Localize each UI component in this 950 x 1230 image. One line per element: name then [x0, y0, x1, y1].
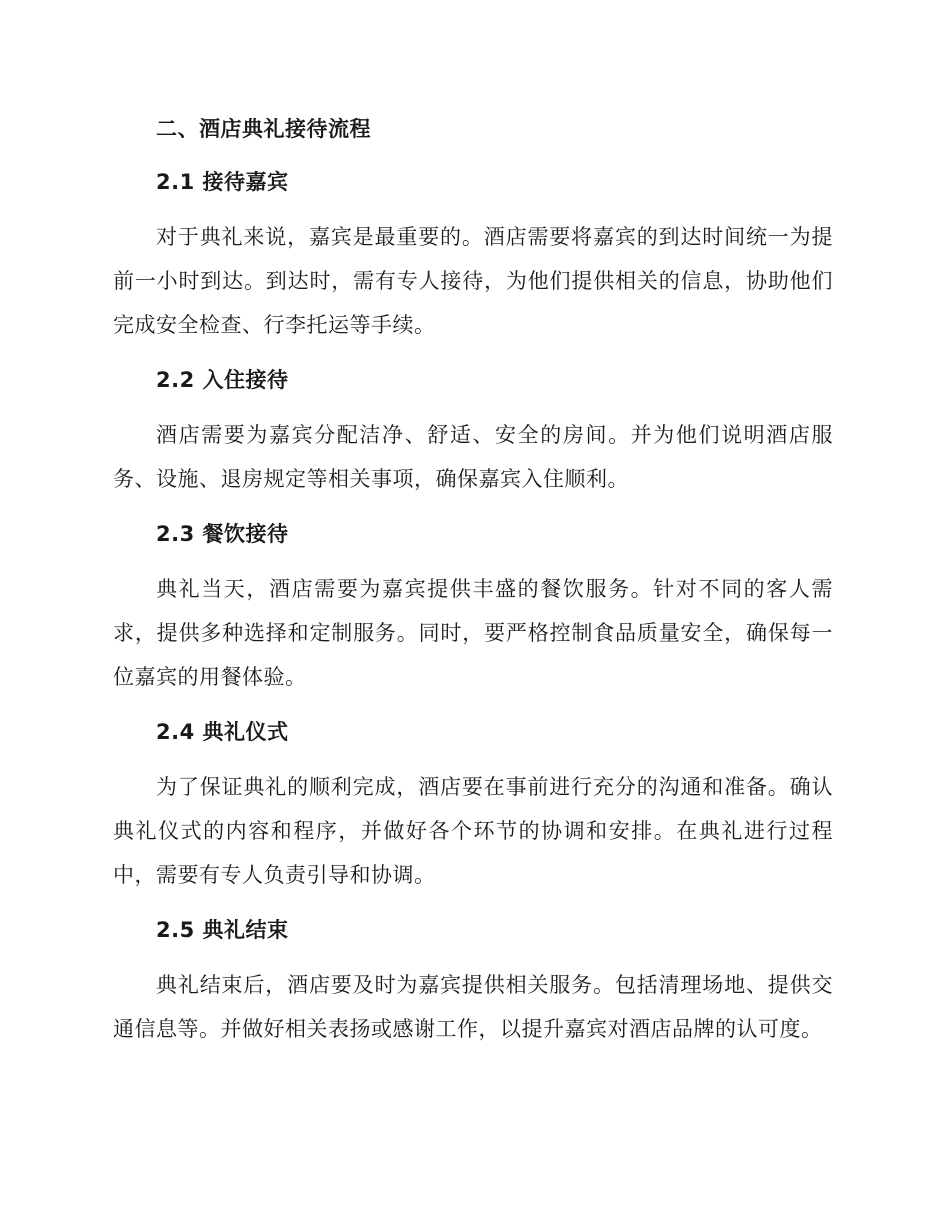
subsection-title-2-2: 2.2 入住接待 — [156, 368, 289, 392]
subsection-title-2-4: 2.4 典礼仪式 — [156, 720, 289, 744]
paragraph-2-4: 为了保证典礼的顺利完成，酒店要在事前进行充分的沟通和准备。确认典礼仪式的内容和程序，并做好各个环节的协调和安排。在典礼进行过程中，需要有专人负责引导和协调。 — [113, 775, 833, 887]
paragraph-2-5: 典礼结束后，酒店要及时为嘉宾提供相关服务。包括清理场地、提供交通信息等。并做好相关表扬或感谢工作，以提升嘉宾对酒店品牌的认可度。 — [113, 973, 833, 1041]
subsection-title-2-1: 2.1 接待嘉宾 — [156, 170, 289, 194]
paragraph-2-2: 酒店需要为嘉宾分配洁净、舒适、安全的房间。并为他们说明酒店服务、设施、退房规定等相关事项，确保嘉宾入住顺利。 — [113, 423, 833, 491]
paragraph-2-1: 对于典礼来说，嘉宾是最重要的。酒店需要将嘉宾的到达时间统一为提前一小时到达。到达时，需有专人接待，为他们提供相关的信息，协助他们完成安全检查、行李托运等手续。 — [113, 225, 833, 337]
subsection-title-2-3: 2.3 餐饮接待 — [156, 522, 289, 546]
document-body — [113, 110, 833, 1051]
subsection-title-2-5: 2.5 典礼结束 — [156, 918, 289, 942]
section-heading: 二、酒店典礼接待流程 — [156, 117, 371, 141]
paragraph-2-3: 典礼当天，酒店需要为嘉宾提供丰盛的餐饮服务。针对不同的客人需求，提供多种选择和定制服务。同时，要严格控制食品质量安全，确保每一位嘉宾的用餐体验。 — [113, 577, 833, 689]
